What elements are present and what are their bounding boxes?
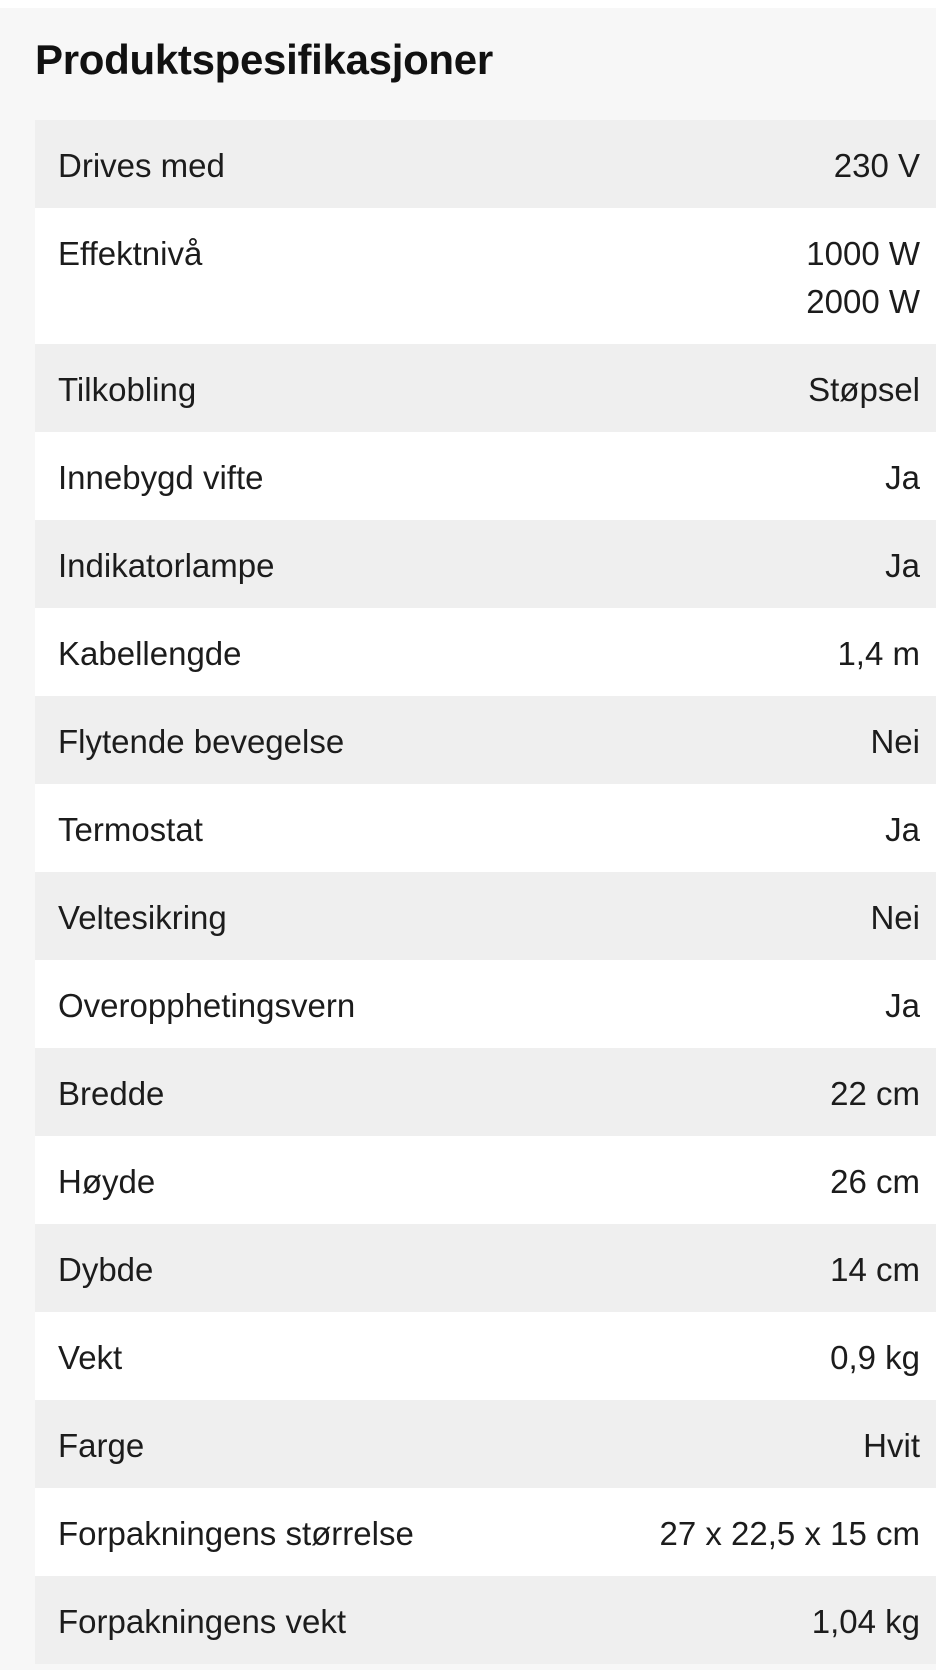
spec-row [35, 784, 936, 872]
spec-label: Forpakningens vekt [58, 1603, 346, 1640]
spec-value [837, 630, 920, 678]
spec-row [35, 960, 936, 1048]
spec-label: Farge [58, 1427, 145, 1464]
spec-value [870, 894, 920, 942]
spec-value [830, 1246, 920, 1294]
spec-value [885, 806, 920, 854]
spec-row [35, 1048, 936, 1136]
spec-value-line: Hvit [863, 1427, 920, 1464]
spec-label: Dybde [58, 1251, 154, 1288]
spec-value [885, 454, 920, 502]
spec-value [885, 982, 920, 1030]
spec-value-line: 2000 W [806, 283, 920, 320]
spec-label: Drives med [58, 147, 225, 184]
spec-value [885, 542, 920, 590]
spec-row [35, 432, 936, 520]
spec-label: Effektnivå [58, 235, 203, 272]
spec-table [35, 120, 936, 1664]
spec-row [35, 344, 936, 432]
spec-value-line: 26 cm [830, 1163, 920, 1200]
spec-label: Indikatorlampe [58, 547, 275, 584]
spec-label: Bredde [58, 1075, 165, 1112]
page-title: Produktspesifikasjoner [35, 36, 493, 83]
spec-row [35, 120, 936, 208]
spec-label: Tilkobling [58, 371, 197, 408]
spec-value [830, 1158, 920, 1206]
spec-label: Termostat [58, 811, 203, 848]
spec-row [35, 696, 936, 784]
spec-value-line: Støpsel [808, 371, 920, 408]
spec-value-line: Ja [885, 547, 920, 584]
spec-value [812, 1598, 920, 1646]
spec-row [35, 520, 936, 608]
spec-row [35, 1488, 936, 1576]
spec-value [808, 366, 920, 414]
spec-value-line: Ja [885, 987, 920, 1024]
spec-value [830, 1070, 920, 1118]
spec-label: Flytende bevegelse [58, 723, 345, 760]
spec-value [870, 718, 920, 766]
spec-row [35, 1136, 936, 1224]
spec-label: Høyde [58, 1163, 156, 1200]
spec-value-line: 22 cm [830, 1075, 920, 1112]
spec-row [35, 1576, 936, 1664]
spec-row [35, 1400, 936, 1488]
spec-value-line: 27 x 22,5 x 15 cm [659, 1515, 920, 1552]
spec-row [35, 1224, 936, 1312]
spec-value-line: 14 cm [830, 1251, 920, 1288]
spec-label: Overopphetingsvern [58, 987, 356, 1024]
spec-label: Kabellengde [58, 635, 242, 672]
spec-label: Innebygd vifte [58, 459, 264, 496]
spec-value-line: Nei [870, 899, 920, 936]
spec-row [35, 872, 936, 960]
spec-value-line: Ja [885, 459, 920, 496]
spec-row [35, 1312, 936, 1400]
spec-value-line: 0,9 kg [830, 1339, 920, 1376]
spec-value-line: Nei [870, 723, 920, 760]
spec-value [806, 230, 920, 326]
spec-value [660, 1510, 920, 1558]
spec-value-line: 230 V [833, 147, 920, 184]
spec-value-line: 1000 W [806, 235, 920, 272]
spec-value-line: 1,04 kg [811, 1603, 920, 1640]
spec-row [35, 608, 936, 696]
spec-row [35, 208, 936, 344]
spec-value-line: Ja [885, 811, 920, 848]
spec-value [863, 1422, 920, 1470]
spec-value-line: 1,4 m [837, 635, 920, 672]
spec-label: Vekt [58, 1339, 123, 1376]
spec-label: Forpakningens størrelse [58, 1515, 414, 1552]
top-strip [0, 0, 936, 8]
spec-label: Veltesikring [58, 899, 227, 936]
spec-value [830, 1334, 920, 1382]
spec-value [834, 142, 920, 190]
